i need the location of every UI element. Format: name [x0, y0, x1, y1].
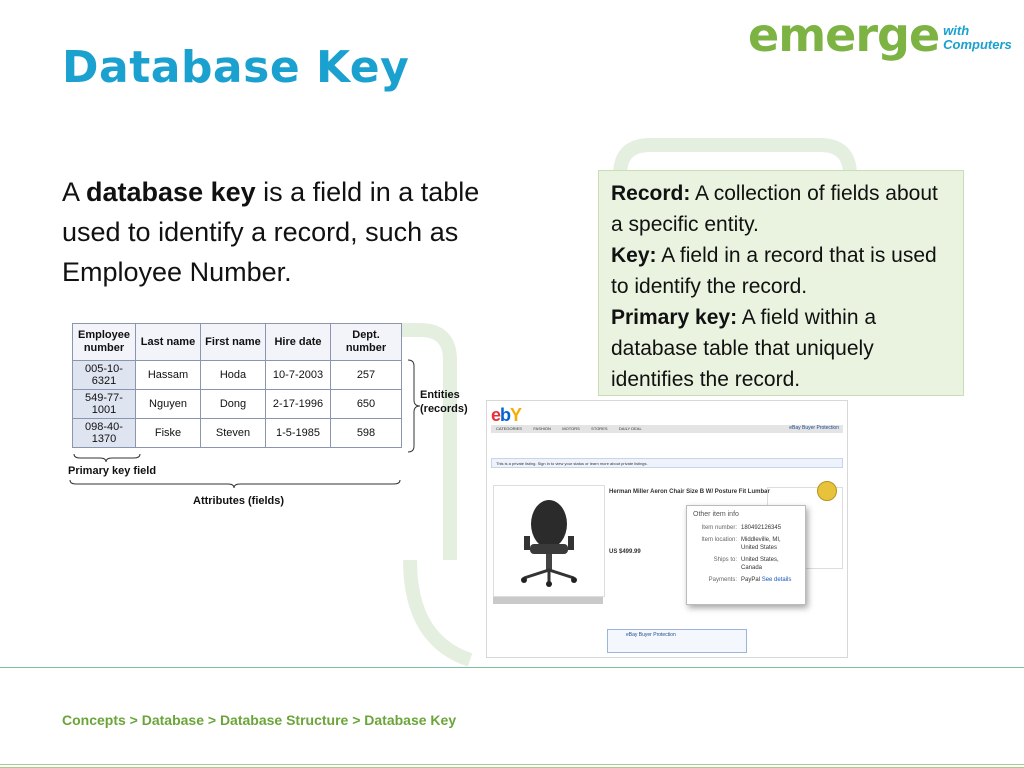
see-details-link: See details: [761, 577, 792, 583]
definition-term: Primary key:: [611, 306, 738, 329]
table-cell: 650: [331, 390, 402, 419]
item-title: Herman Miller Aeron Chair Size B W/ Posture Fit Lumbar: [609, 489, 770, 495]
table-cell: Hassam: [136, 361, 201, 390]
nav-item: CATEGORIES: [496, 426, 522, 431]
table-cell: Hoda: [201, 361, 266, 390]
attributes-label: Attributes (fields): [193, 495, 285, 507]
table-cell: 2-17-1996: [266, 390, 331, 419]
table-cell: Steven: [201, 419, 266, 448]
intro-term: database key: [86, 177, 256, 207]
table-cell: Fiske: [136, 419, 201, 448]
column-header: First name: [201, 324, 266, 361]
popup-row: [693, 556, 799, 572]
popup-label: Ships to:: [713, 557, 737, 563]
table-cell: 1-5-1985: [266, 419, 331, 448]
table-cell: Dong: [201, 390, 266, 419]
chair-photo: [493, 485, 605, 597]
logo-main-text: emerge: [748, 8, 940, 62]
ebay-logo: ebY: [491, 405, 522, 425]
nav-item: FASHION: [533, 426, 551, 431]
item-price: US $499.99: [609, 549, 641, 555]
primary-key-cell: 549-77-1001: [73, 390, 136, 419]
popup-value: United States, Canada: [741, 557, 779, 571]
logo-sub-line2: Computers: [943, 37, 1012, 52]
logo-sub-text: [943, 24, 1012, 52]
column-header: Last name: [136, 324, 201, 361]
definition-record: [611, 178, 951, 240]
definition-text: A collection of fields about a specific entity.: [611, 182, 938, 236]
table-cell: 257: [331, 361, 402, 390]
nav-item: STORES: [591, 426, 608, 431]
other-item-info-popup: [686, 505, 806, 605]
slide-title: Database Key: [62, 42, 410, 93]
figure-braces: [68, 320, 468, 520]
intro-post: is a field in a table used to identify a record, such as Employee Number.: [62, 177, 480, 287]
private-listing-notice: This is a private listing. Sign in to view your status or learn more about private listings.: [491, 458, 843, 468]
buyer-protection-link: eBay Buyer Protection: [789, 425, 839, 431]
column-header: Hire date: [266, 324, 331, 361]
primary-key-cell: 005-10-6321: [73, 361, 136, 390]
definition-text: A field in a record that is used to identify the record.: [611, 244, 937, 298]
primary-key-field-label: Primary key field: [68, 465, 157, 477]
table-cell: Nguyen: [136, 390, 201, 419]
popup-row: [693, 524, 799, 532]
nav-item: MOTORS: [562, 426, 580, 431]
bottom-rule: [0, 764, 1024, 768]
definition-primary-key: [611, 302, 951, 395]
definitions-callout: [598, 170, 964, 396]
emerge-logo: [748, 10, 1012, 60]
popup-value: Middleville, MI, United States: [741, 537, 781, 551]
breadcrumb: Concepts > Database > Database Structure > Database Key: [62, 712, 457, 728]
definition-text: A field within a database table that uniquely identifies the record.: [611, 306, 877, 391]
payments-value: PayPal: [741, 577, 761, 583]
entities-label: Entities (records): [420, 389, 468, 415]
chair-image: [494, 486, 604, 596]
image-buttons-bar: [493, 597, 603, 604]
database-key-figure: [68, 320, 468, 520]
definition-term: Record:: [611, 182, 691, 205]
logo-sub-line1: with: [943, 23, 970, 38]
top-rated-seal-icon: [817, 481, 837, 501]
definition-term: Key:: [611, 244, 657, 267]
table-cell: 10-7-2003: [266, 361, 331, 390]
nav-item: DAILY DEAL: [618, 426, 642, 431]
popup-label: Item number:: [701, 525, 737, 531]
popup-row: [693, 576, 799, 584]
column-header: Dept. number: [331, 324, 402, 361]
intro-pre: A: [62, 177, 87, 207]
popup-value: [741, 576, 791, 584]
table-cell: 598: [331, 419, 402, 448]
buyer-protection-box: eBay Buyer Protection: [607, 629, 747, 653]
primary-key-cell: 098-40-1370: [73, 419, 136, 448]
popup-row: [693, 536, 799, 552]
popup-value: 180492126345: [741, 525, 782, 531]
column-header: Employee number: [73, 324, 136, 361]
popup-label: Payments:: [708, 577, 737, 583]
popup-label: Item location:: [701, 537, 737, 543]
popup-title: Other item info: [693, 511, 739, 518]
definition-key: [611, 240, 951, 302]
intro-paragraph: [62, 172, 532, 292]
footer-divider: [0, 667, 1024, 668]
